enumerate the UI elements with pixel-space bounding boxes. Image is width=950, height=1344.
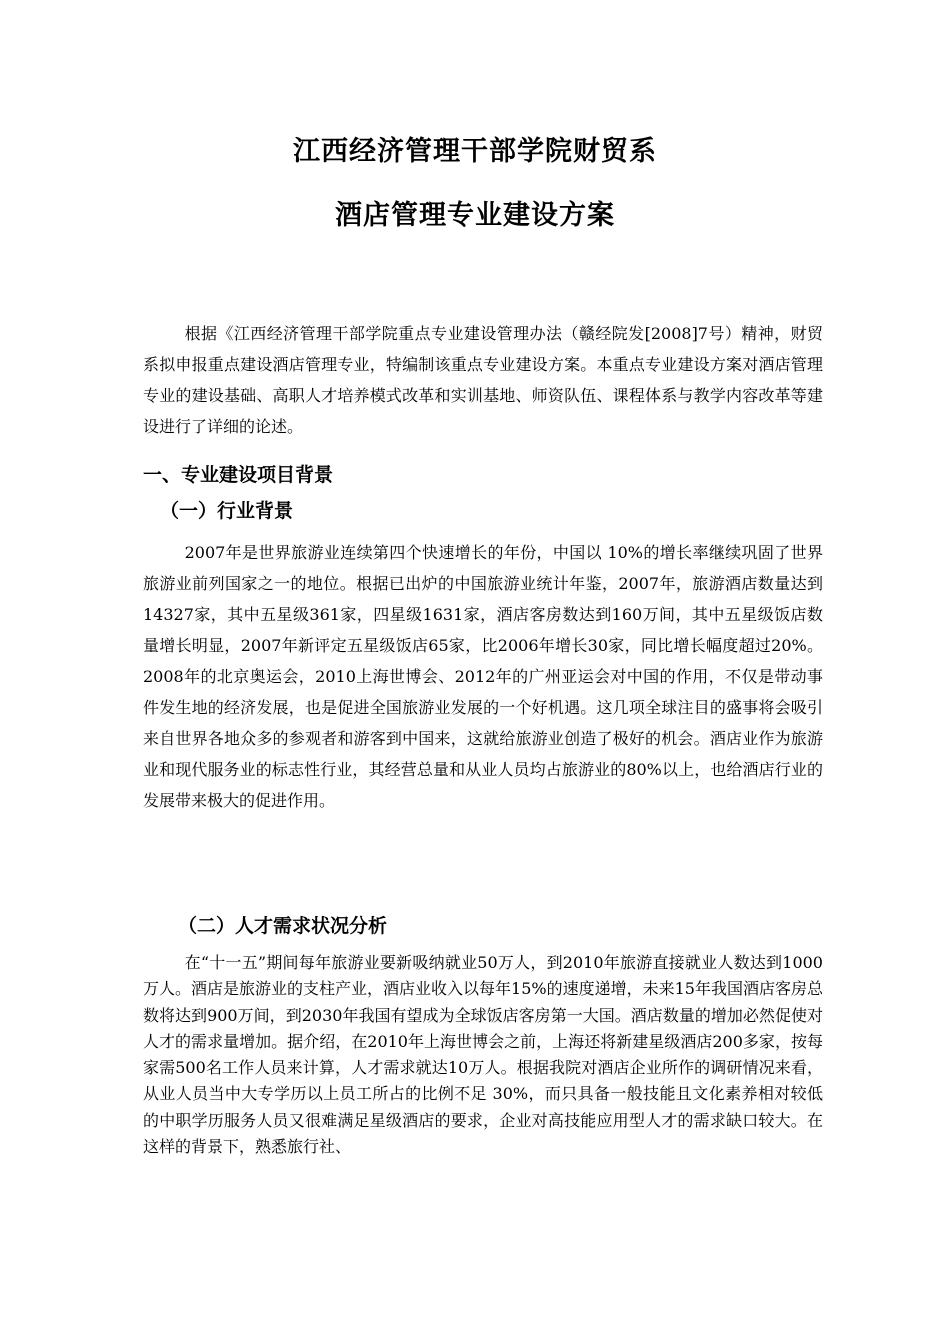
- subsection-heading-industry: （一）行业背景: [160, 500, 294, 522]
- talent-demand-paragraph: 在“十一五”期间每年旅游业要新吸纳就业50万人，到2010年旅游直接就业人数达到1000万人。酒店是旅游业的支柱产业，酒店业收入以每年15%的速度递增，未来15年我国酒店客房总数将达到900万间，到2030年我国有望成为全球饭店客房第一大国。酒店数量的增加必然促使对人才的需求量增加。据介绍，在2010年上海世博会之前，上海还将新建星级酒店200多家，按每家需500名工作人员来计算，人才需求就达10万人。根据我院对酒店企业所作的调研情况来看，从业人员当中大专学历以上员工所占的比例不足 30%，而只具备一般技能且文化素养相对较低的中职学历服务人员又很难满足星级酒店的要求，企业对高技能应用型人才的需求缺口较大。在这样的背景下，熟悉旅行社、: [143, 953, 823, 1157]
- industry-background-paragraph: 2007年是世界旅游业连续第四个快速增长的年份，中国以 10%的增长率继续巩固了世界旅游业前列国家之一的地位。根据已出炉的中国旅游业统计年鉴，2007年，旅游酒店数量达到14327家，其中五星级361家，四星级1631家，酒店客房数达到160万间，其中五星级饭店数量增长明显，2007年新评定五星级饭店65家，比2006年增长30家，同比增长幅度超过20%。2008年的北京奥运会，2010上海世博会、2012年的广州亚运会对中国的作用，不仅是带动事件发生地的经济发展，也是促进全国旅游业发展的一个好机遇。这几项全球注目的盛事将会吸引来自世界各地众多的参观者和游客到中国来，这就给旅游业创造了极好的机会。酒店业作为旅游业和现代服务业的标志性行业，其经营总量和从业人员均占旅游业的80%以上，也给酒店行业的发展带来极大的促进作用。: [143, 543, 823, 810]
- section-heading-background: 一、专业建设项目背景: [143, 464, 334, 486]
- intro-paragraph: 根据《江西经济管理干部学院重点专业建设管理办法（赣经院发[2008]7号）精神，财贸系拟申报重点建设酒店管理专业，特编制该重点专业建设方案。本重点专业建设方案对酒店管理专业的建设基础、高职人才培养模式改革和实训基地、师资队伍、课程体系与教学内容改革等建设进行了详细的论述。: [143, 324, 823, 436]
- document-title-line2: 酒店管理专业建设方案: [335, 200, 615, 231]
- subsection-heading-talent-demand: （二）人才需求状况分析: [178, 915, 388, 937]
- document-title-line1: 江西经济管理干部学院财贸系: [293, 136, 657, 167]
